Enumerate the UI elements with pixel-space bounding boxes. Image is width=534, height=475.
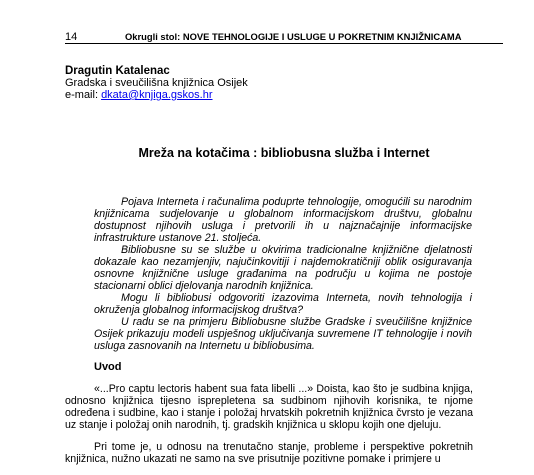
body-paragraph: «...Pro captu lectoris habent sua fata libelli ...» Doista, kao što je sudbina knjiga, odnosno knjižnica tijesno isprepletena sa sudbinom njihovih korisnika, te njome određena i sudbine, kao i stanje i položaj hrvatskih pokretnih knjižnica čvrsto je vezana uz stanje i položaj onih narodnih, tj. gradskih knjižnica u sklopu kojih one djeluju. — [65, 383, 473, 431]
email-link[interactable]: dkata@knjiga.gskos.hr — [101, 89, 213, 101]
running-title: Okrugli stol: NOVE TEHNOLOGIJE I USLUGE U POKRETNIM KNJIŽNICAMA — [125, 31, 462, 42]
body-text — [65, 383, 473, 475]
author-block — [65, 65, 248, 101]
abstract-paragraph: Pojava Interneta i računalima poduprte tehnologije, omogućili su narodnim knjižnicama sudjelovanje u globalnom informacijskom društvu, globalnu dostupnost njihovih usluga i pretvorili ih u najznačajnije informacijske infrastrukture ustanove 21. stoljeća. — [94, 196, 472, 244]
author-name: Dragutin Katalenac — [65, 65, 170, 77]
section-heading: Uvod — [94, 361, 122, 373]
running-header — [65, 26, 503, 44]
abstract-paragraph: U radu se na primjeru Bibliobusne službe Gradske i sveučilišne knjižnice Osijek prikazuju modeli uspješnog uključivanja suvremene IT tehnologije i novih usluga zasnovanih na Internetu u bibliobusima. — [94, 316, 472, 352]
author-affiliation: Gradska i sveučilišna knjižnica Osijek — [65, 77, 248, 89]
article-title: Mreža na kotačima : bibliobusna služba i Internet — [138, 146, 430, 160]
body-paragraph: Pri tome je, u odnosu na trenutačno stanje, probleme i perspektive pokretnih knjižnica, nužno ukazati ne samo na sve prisutnije pozitivne pomake i primjere u — [65, 441, 473, 465]
abstract — [94, 196, 472, 352]
author-email-line — [65, 89, 248, 101]
abstract-paragraph: Bibliobusne su se službe u okvirima tradicionalne knjižnične djelatnosti dokazale kao nezamjenjiv, najučinkovitiji i najdemokratičniji oblik osiguravanja osnovne knjižnične usluge građanima na području u kojima ne postoje stacionarni oblici djelovanja narodnih knjižnica. — [94, 244, 472, 292]
abstract-paragraph: Mogu li bibliobusi odgovoriti izazovima Interneta, novih tehnologija i okruženja globalnog informacijskog društva? — [94, 292, 472, 316]
page-number: 14 — [65, 31, 78, 43]
email-label: e-mail: — [65, 89, 102, 101]
